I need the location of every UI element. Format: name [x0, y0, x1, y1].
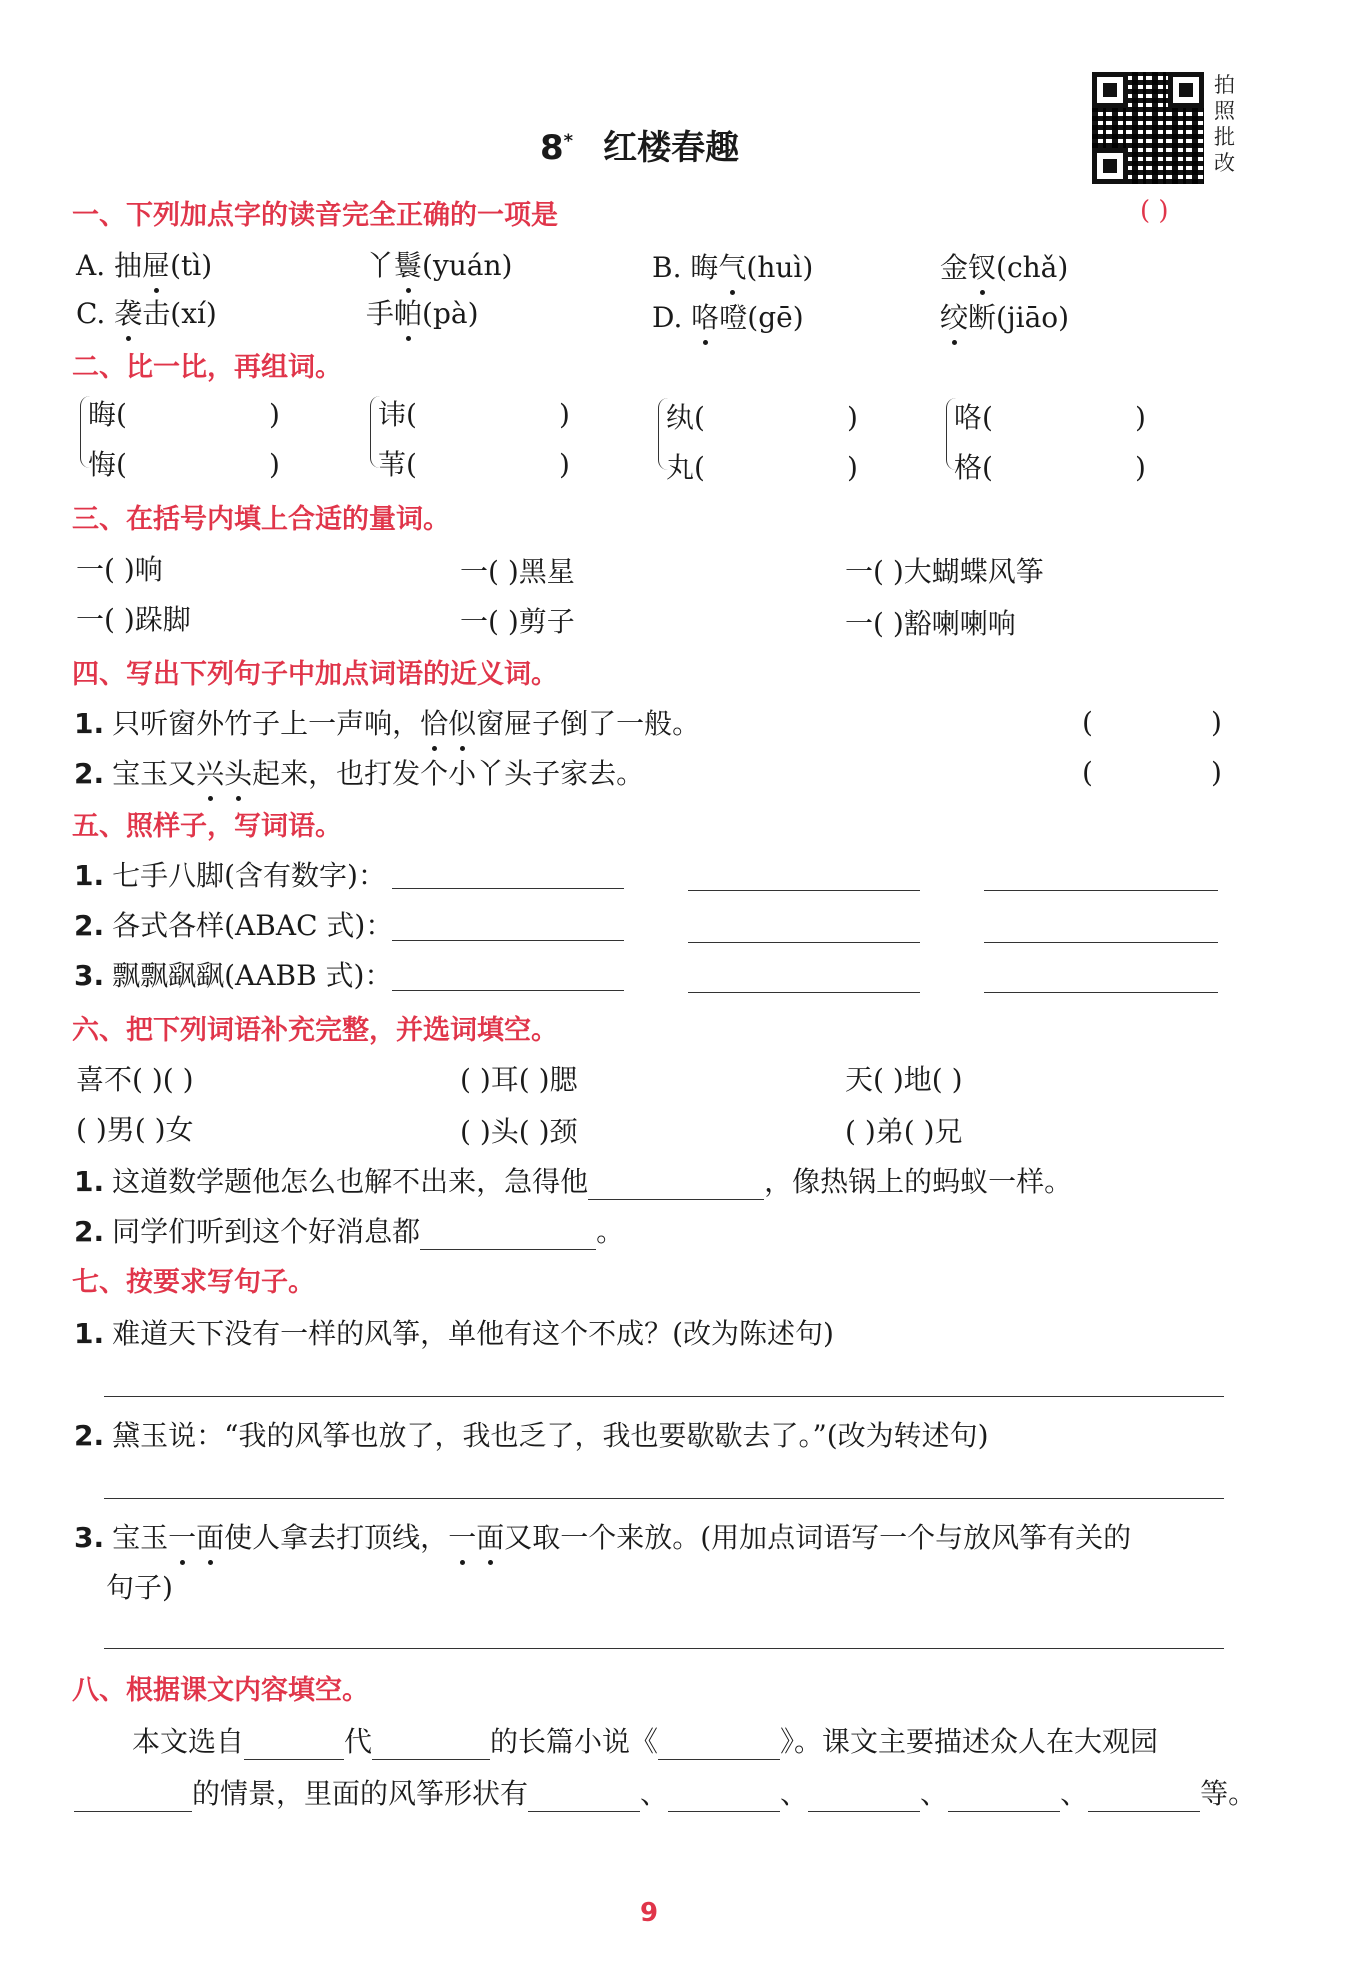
pair-4-a[interactable]: 咯( )	[954, 401, 1146, 434]
measure-word-1[interactable]: 一( )响	[76, 553, 163, 586]
pair-2-b[interactable]: 苇( )	[378, 448, 570, 481]
pair-3-b[interactable]: 丸( )	[666, 451, 858, 484]
option-d-2: 绞断(jiāo)	[940, 296, 1069, 336]
measure-word-2[interactable]: 一( )黑星	[460, 555, 575, 588]
rewrite-question-3: 3. 宝玉一面使人拿去打顶线，一面又取一个来放。(用加点词语写一个与放风筝有关的	[74, 1516, 1131, 1556]
section-3-heading: 三、在括号内填上合适的量词。	[72, 504, 450, 535]
idiom-1[interactable]: 喜不( )( )	[76, 1063, 194, 1096]
rewrite-question-1: 1. 难道天下没有一样的风筝，单他有这个不成？(改为陈述句)	[74, 1317, 834, 1350]
synonym-question-1: 1. 只听窗外竹子上一声响，恰似窗屉子倒了一般。	[74, 702, 700, 742]
option-b-2: 金钗(chǎ)	[940, 246, 1068, 286]
pair-4-b[interactable]: 格( )	[954, 451, 1146, 484]
pair-1-a[interactable]: 晦( )	[88, 398, 280, 431]
idiom-3[interactable]: 天( )地( )	[845, 1063, 963, 1096]
answer-blank[interactable]	[948, 1785, 1060, 1812]
word-pattern-1: 1. 七手八脚(含有数字)：	[74, 859, 386, 892]
answer-line[interactable]	[984, 890, 1218, 891]
section-1-heading: 一、下列加点字的读音完全正确的一项是	[72, 200, 558, 231]
section-6-heading: 六、把下列词语补充完整，并选词填空。	[72, 1015, 558, 1046]
page-number: 9	[640, 1898, 659, 1928]
answer-line[interactable]	[392, 940, 624, 941]
measure-word-5[interactable]: 一( )剪子	[460, 605, 575, 638]
rewrite-question-2: 2. 黛玉说：“我的风筝也放了，我也乏了，我也要歇歇去了。”(改为转述句)	[74, 1419, 989, 1452]
qr-label: 拍照批改	[1214, 73, 1235, 175]
rewrite-question-3-cont: 句子)	[106, 1571, 173, 1604]
idiom-4[interactable]: ( )男( )女	[76, 1113, 194, 1146]
option-d: D. 咯噔(gē)	[652, 296, 804, 336]
answer-blank[interactable]	[420, 1223, 596, 1250]
idiom-5[interactable]: ( )头( )颈	[460, 1115, 578, 1148]
answer-blank[interactable]	[668, 1785, 780, 1812]
word-pattern-3: 3. 飘飘飖飖(AABB 式)：	[74, 959, 393, 992]
measure-word-3[interactable]: 一( )大蝴蝶风筝	[845, 555, 1044, 588]
section-5-heading: 五、照样子，写词语。	[72, 811, 342, 842]
idiom-6[interactable]: ( )弟( )兄	[845, 1115, 963, 1148]
option-a-2: 丫鬟(yuán)	[366, 244, 512, 284]
answer-line[interactable]	[104, 1498, 1224, 1499]
answer-line[interactable]	[104, 1396, 1224, 1397]
word-pattern-2: 2. 各式各样(ABAC 式)：	[74, 909, 394, 942]
option-c: C. 袭击(xí)	[76, 292, 217, 332]
option-b: B. 晦气(huì)	[652, 246, 813, 286]
answer-paren[interactable]: ( )	[1140, 196, 1169, 226]
lesson-number: 8	[540, 128, 564, 168]
answer-line[interactable]	[392, 888, 624, 889]
option-c-2: 手帕(pà)	[366, 292, 479, 332]
synonym-question-2: 2. 宝玉又兴头起来，也打发个小丫头子家去。	[74, 752, 644, 792]
answer-line[interactable]	[984, 942, 1218, 943]
fill-paragraph-line-2: 的情景，里面的风筝形状有 、 、 、 、 等。	[74, 1772, 1256, 1812]
answer-line[interactable]	[392, 990, 624, 991]
answer-line[interactable]	[688, 942, 920, 943]
section-4-heading: 四、写出下列句子中加点词语的近义词。	[72, 659, 558, 690]
qr-code[interactable]	[1092, 72, 1204, 184]
answer-blank[interactable]	[808, 1785, 920, 1812]
pair-2-a[interactable]: 讳( )	[378, 398, 570, 431]
option-a: A. 抽屉(tì)	[76, 244, 212, 284]
pair-3-a[interactable]: 纨( )	[666, 401, 858, 434]
synonym-answer-2[interactable]: ( )	[1082, 756, 1222, 789]
section-8-heading: 八、根据课文内容填空。	[72, 1675, 369, 1706]
answer-blank[interactable]	[74, 1785, 192, 1812]
measure-word-4[interactable]: 一( )跺脚	[76, 603, 191, 636]
answer-blank[interactable]	[244, 1733, 344, 1760]
pair-1-b[interactable]: 悔( )	[88, 448, 280, 481]
answer-line[interactable]	[688, 992, 920, 993]
answer-blank[interactable]	[1088, 1785, 1200, 1812]
fill-sentence-2: 2. 同学们听到这个好消息都 。	[74, 1215, 625, 1248]
lesson-mark: *	[563, 130, 574, 152]
measure-word-6[interactable]: 一( )豁喇喇响	[845, 607, 1016, 640]
lesson-title: 红楼春趣	[603, 128, 740, 168]
idiom-2[interactable]: ( )耳( )腮	[460, 1063, 578, 1096]
synonym-answer-1[interactable]: ( )	[1082, 706, 1222, 739]
answer-line[interactable]	[104, 1648, 1224, 1649]
answer-line[interactable]	[984, 992, 1218, 993]
page-title	[540, 120, 739, 169]
fill-sentence-1: 1. 这道数学题他怎么也解不出来，急得他 ，像热锅上的蚂蚁一样。	[74, 1165, 1073, 1198]
section-7-heading: 七、按要求写句子。	[72, 1267, 315, 1298]
answer-blank[interactable]	[372, 1733, 490, 1760]
answer-blank[interactable]	[588, 1173, 764, 1200]
fill-paragraph-line-1: 本文选自 代 的长篇小说《 》。课文主要描述众人在大观园	[132, 1725, 1159, 1758]
answer-line[interactable]	[688, 890, 920, 891]
answer-blank[interactable]	[528, 1785, 640, 1812]
section-2-heading: 二、比一比，再组词。	[72, 352, 342, 383]
answer-blank[interactable]	[658, 1733, 780, 1760]
